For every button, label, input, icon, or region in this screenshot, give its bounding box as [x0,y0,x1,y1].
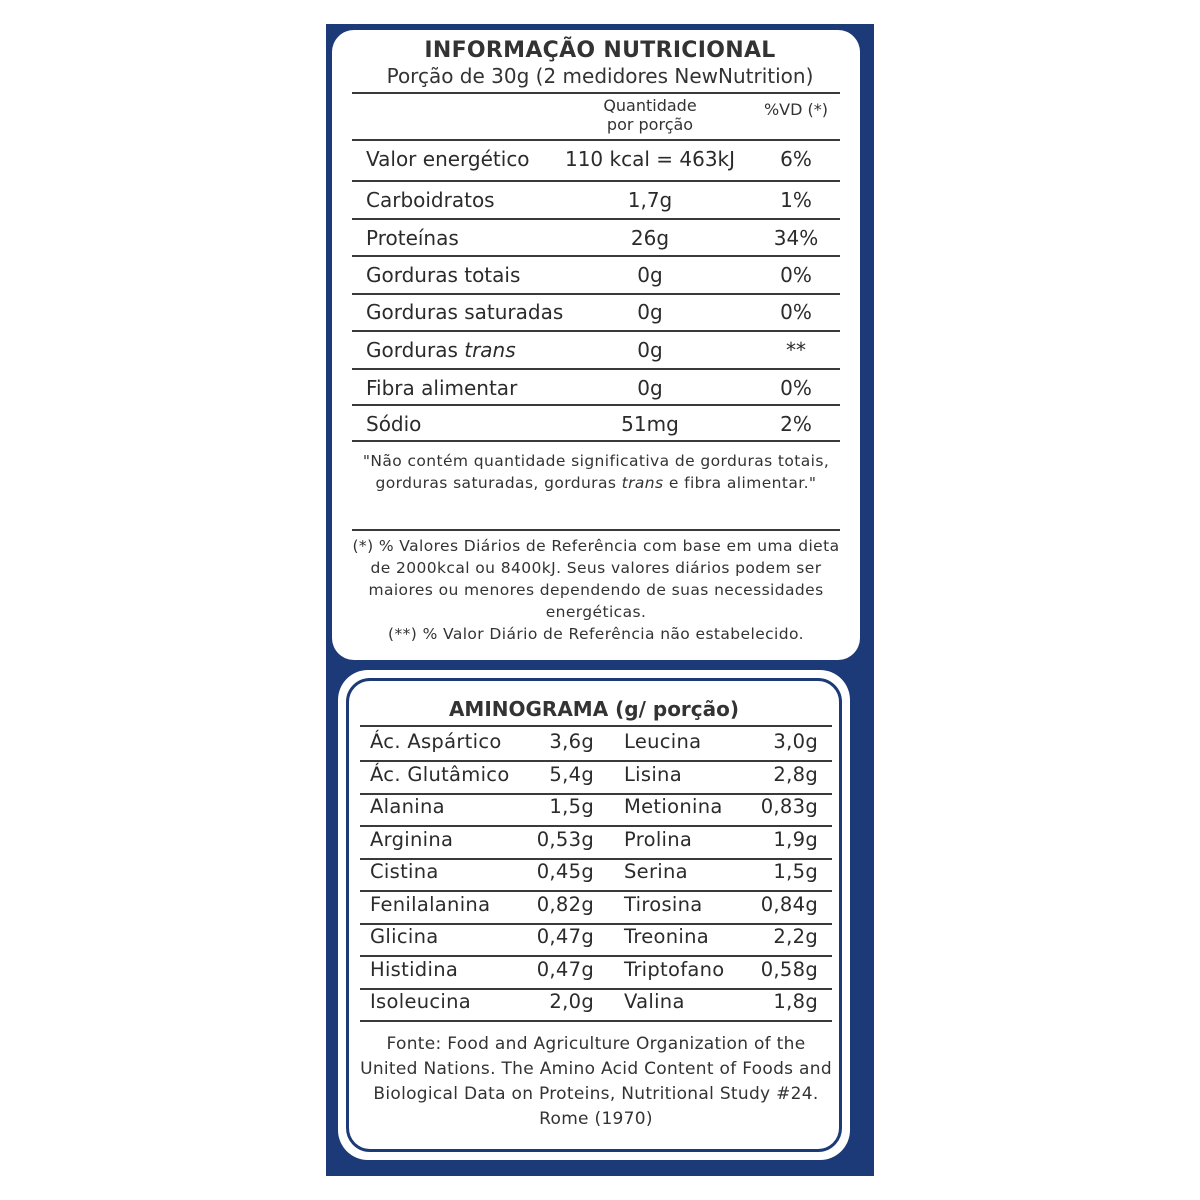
note-rule [352,529,840,531]
amino-acid-name: Histidina [370,957,459,981]
table-rule-end [352,440,840,442]
amino-acid-value: 0,84g [760,892,818,916]
nutrient-name: Valor energético [366,147,530,171]
amino-acid-name: Triptofano [624,957,725,981]
nutrient-daily-value: ** [786,338,806,362]
amino-acid-value: 1,5g [773,860,818,883]
nutrient-quantity: 0g [637,300,663,324]
nutrient-name: Proteínas [366,226,459,250]
nutrient-quantity: 110 kcal = 463kJ [564,147,736,171]
amino-acid-value: 2,8g [773,762,818,786]
amino-acid-value: 0,45g [536,860,594,883]
nutrient-quantity: 1,7g [627,188,673,212]
amino-acid-name: Isoleucina [370,990,472,1013]
nutrient-daily-value: 0% [780,263,812,287]
nutrient-name: Gorduras trans [366,338,516,362]
column-header-daily-value: %VD (*) [763,100,829,119]
amino-acid-name: Ác. Aspártico [370,730,502,753]
amino-acid-name: Glicina [370,925,439,948]
amino-acid-name: Fenilalanina [370,892,491,916]
header-rule-bottom [352,139,840,141]
header-rule-top [352,92,840,94]
amino-acid-value: 0,47g [536,925,594,948]
aminogram-row-divider [360,1020,832,1022]
amino-acid-name: Valina [624,990,685,1013]
amino-acid-name: Leucina [624,730,702,753]
row-divider [352,293,840,295]
amino-acid-name: Serina [624,860,688,883]
aminogram-title: AMINOGRAMA (g/ porção) [448,697,740,721]
nutrition-title: INFORMAÇÃO NUTRICIONAL [424,38,776,63]
amino-acid-value: 1,8g [773,990,818,1013]
nutrient-quantity: 51mg [621,412,679,436]
amino-acid-name: Prolina [624,827,693,851]
nutrient-name: Gorduras totais [366,263,521,287]
nutrient-name: Sódio [366,412,422,436]
aminogram-source: Fonte: Food and Agriculture Organization of the United Nations. The Amino Acid Content of Foods and Biological Data on Proteins, Nutritional Study #24. Rome (1970) [360,1034,832,1129]
nutrient-quantity: 26g [630,226,670,250]
amino-acid-value: 3,0g [773,730,818,753]
amino-acid-name: Arginina [370,827,454,851]
amino-acid-name: Lisina [624,762,682,786]
amino-acid-name: Alanina [370,795,445,818]
amino-acid-value: 0,83g [760,795,818,818]
amino-acid-name: Treonina [624,925,710,948]
nutrient-name: Gorduras saturadas [366,300,564,324]
nutrient-daily-value: 2% [780,412,812,436]
row-divider [352,255,840,257]
serving-size: Porção de 30g (2 medidores NewNutrition) [386,64,814,88]
nutrient-daily-value: 0% [780,300,812,324]
row-divider [352,218,840,220]
row-divider [352,404,840,406]
amino-acid-name: Cistina [370,860,439,883]
amino-acid-value: 0,53g [536,827,594,851]
amino-acid-value: 2,2g [773,925,818,948]
amino-acid-name: Tirosina [624,892,703,916]
amino-acid-value: 3,6g [549,730,594,753]
amino-acid-value: 1,9g [773,827,818,851]
nutrient-quantity: 0g [637,376,663,400]
amino-acid-value: 0,47g [536,957,594,981]
nutrient-daily-value: 1% [780,188,812,212]
column-header-quantity: Quantidade por porção [603,96,697,134]
nutrient-daily-value: 6% [780,147,812,171]
nutrient-name: Fibra alimentar [366,376,518,400]
amino-acid-name: Metionina [624,795,723,818]
amino-acid-value: 2,0g [549,990,594,1013]
nutrient-quantity: 0g [637,263,663,287]
not-significant-note: "Não contém quantidade significativa de gorduras totais, gorduras saturadas, gorduras trans e fibra alimentar." [362,452,830,492]
amino-acid-value: 0,82g [536,892,594,916]
amino-acid-name: Ác. Glutâmico [370,762,510,786]
daily-value-footnote: (*) % Valores Diários de Referência com base em uma dieta de 2000kcal ou 8400kJ. Seus valores diários podem ser maiores ou menores dependendo de suas necessidades energéticas. (**) % Valor Diário de Referência não estabelecido. [352,537,840,643]
aminogram-rule-top [360,725,832,727]
row-divider [352,180,840,182]
row-divider [352,368,840,370]
amino-acid-value: 5,4g [549,762,594,786]
nutrient-daily-value: 34% [773,226,819,250]
amino-acid-value: 1,5g [549,795,594,818]
row-divider [352,330,840,332]
nutrient-daily-value: 0% [780,376,812,400]
nutrient-name: Carboidratos [366,188,495,212]
amino-acid-value: 0,58g [760,957,818,981]
nutrient-quantity: 0g [637,338,663,362]
